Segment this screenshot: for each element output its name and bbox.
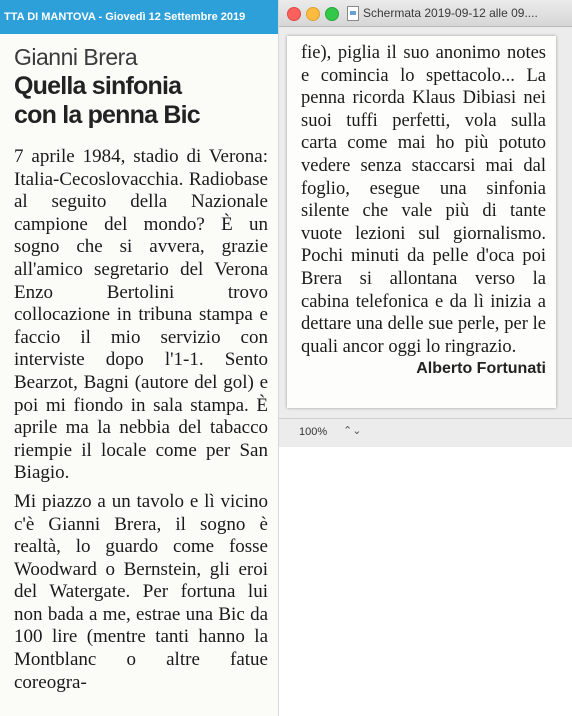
page-text [301, 42, 546, 358]
desktop-background [279, 447, 572, 716]
article-signature: Alberto Fortunati [416, 360, 546, 378]
document-page [287, 36, 556, 408]
document-icon [347, 6, 359, 21]
newspaper-clipping [0, 0, 279, 716]
window-title: Schermata 2019-09-12 alle 09.... [363, 6, 538, 20]
close-button[interactable] [287, 7, 301, 21]
headline-line-1: Quella sinfonia [14, 72, 182, 100]
zoom-stepper-icon[interactable]: ⌃⌄ [343, 425, 362, 437]
minimize-button[interactable] [306, 7, 320, 21]
article-paragraph: Mi piazzo a un tavolo e lì vicino c'è Gianni Brera, il sogno è realtà, lo guardo come fosse Woodward o Bernstein, gli eroi del Watergate. Per fortuna lui non bada a me, estrae una Bic da 100 lire (mentre tanti hanno la Montblanc o altre fatue coreogra- [14, 490, 268, 693]
article-paragraph: 7 aprile 1984, stadio di Verona: Italia-Cecoslovacchia. Radiobase al seguito della Nazionale campione del mondo? È un sogno che si avvera, grazie all'amico segretario del Verona Enzo Bertolini trovo collocazione in tribuna stampa e faccio il mio servizio con interviste dopo l'1-1. Sento Bearzot, Bagni (autore del gol) e poi mi fiondo in sala stampa. È aprile ma la nebbia del tabacco riempie il locale come per San Biagio. [14, 146, 268, 484]
article-headline [14, 72, 278, 130]
article-body [14, 146, 268, 694]
author-name: Gianni Brera [14, 44, 138, 70]
window-titlebar[interactable] [279, 0, 572, 27]
preview-window [279, 0, 572, 716]
zoom-level[interactable]: 100% [299, 426, 328, 438]
zoom-button[interactable] [325, 7, 339, 21]
page-paragraph: fie), piglia il suo anonimo notes e comincia lo spettacolo... La penna ricorda Klaus Dibiasi nei suoi tuffi perfetti, vola sulla carta come mai ho più potuto vedere senza staccarsi mai dal foglio, esegue una sinfonia silente che vale più di tante vuote lezioni sul giornalismo. Pochi minuti da pelle d'oca poi Brera si allontana verso la cabina telefonica e da lì inizia a dettare una delle sue perle, per le quali ancor oggi lo ringrazio. [301, 43, 546, 357]
headline-line-2: con la penna Bic [14, 101, 200, 129]
status-bar [279, 418, 572, 447]
newspaper-header: TTA DI MANTOVA - Giovedì 12 Settembre 2019 [0, 0, 278, 34]
